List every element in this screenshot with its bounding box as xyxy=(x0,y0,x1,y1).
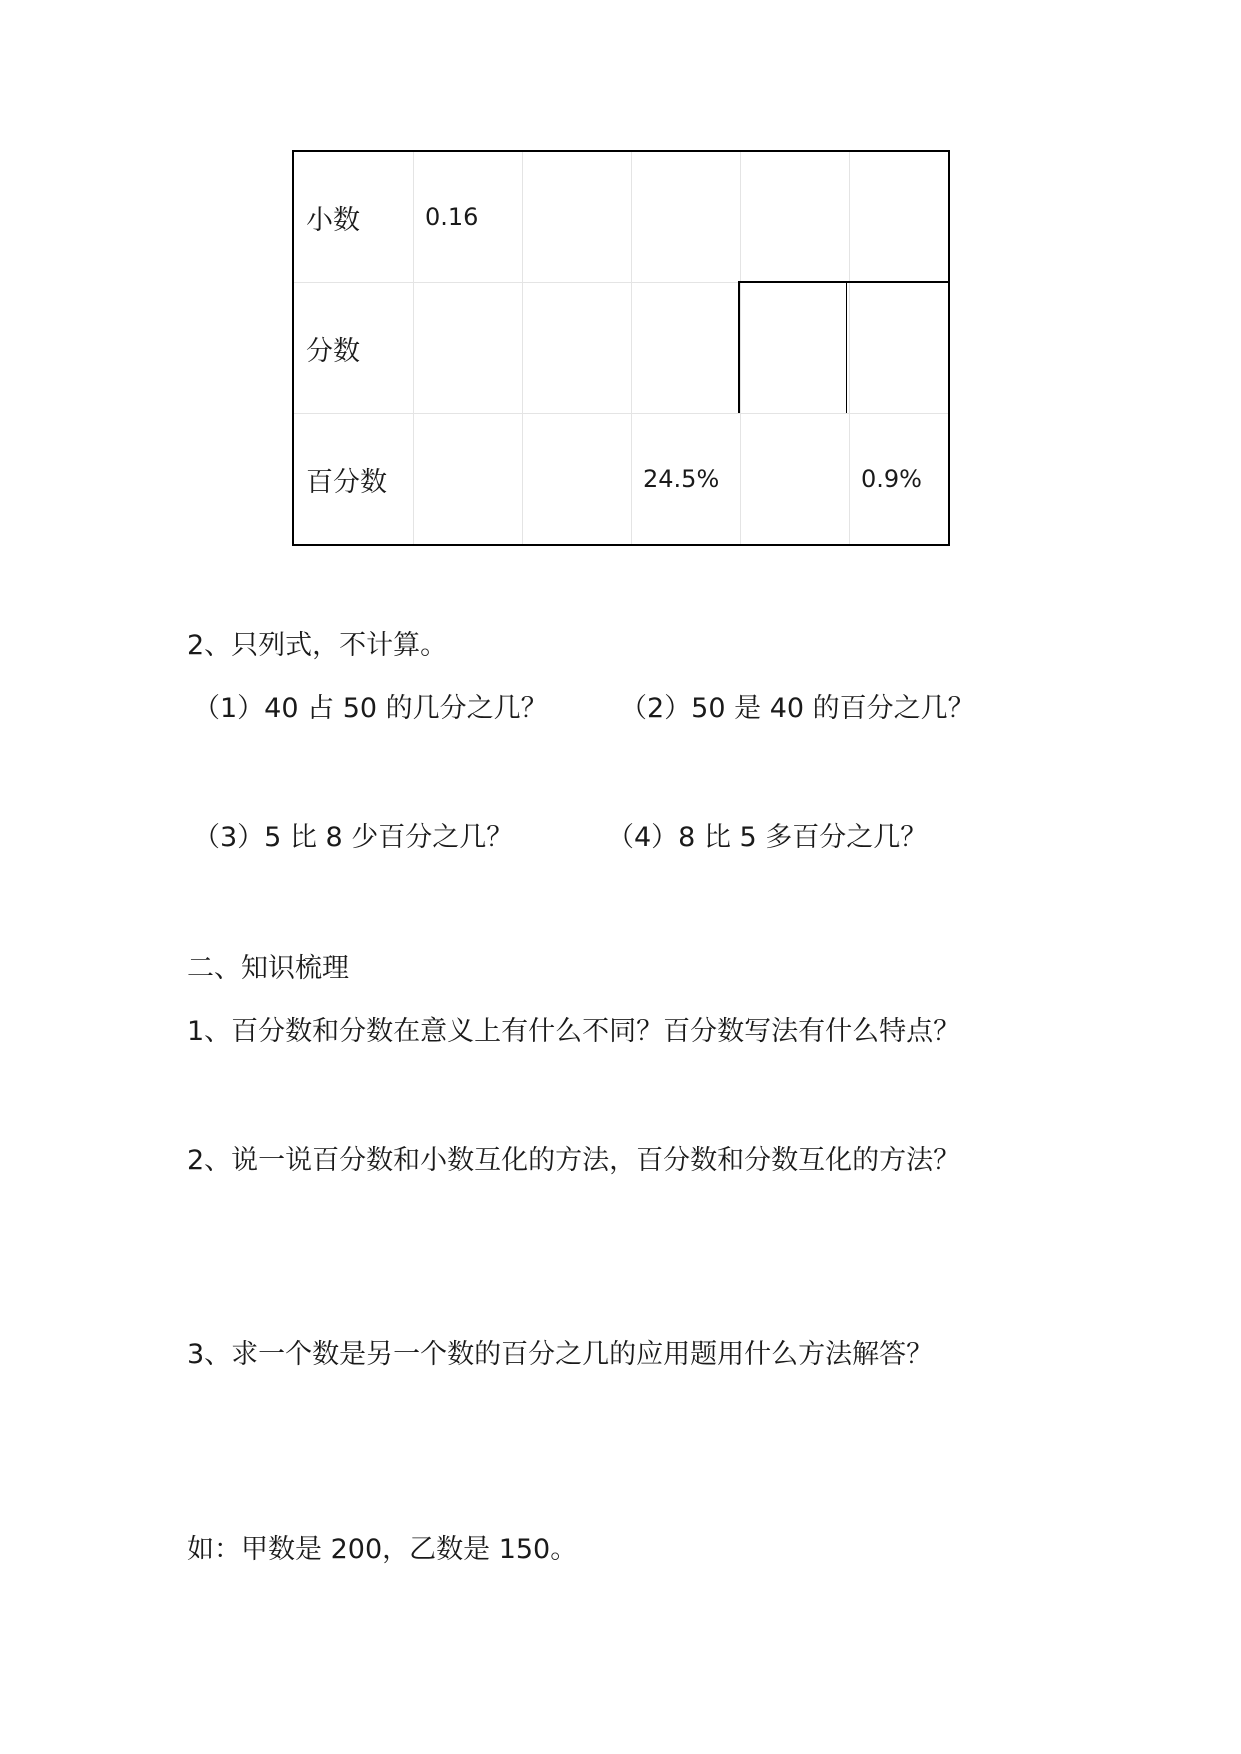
knowledge-item-2: 2、说一说百分数和小数互化的方法，百分数和分数互化的方法？ xyxy=(187,1145,961,1176)
table-row-percent xyxy=(293,414,949,546)
conversion-table xyxy=(292,150,950,546)
table-border-mark xyxy=(738,281,948,283)
table-cell[interactable] xyxy=(741,151,850,283)
table-cell[interactable] xyxy=(741,283,850,414)
table-border-mark xyxy=(846,281,847,413)
question-2: （2）50 是 40 的百分之几？ xyxy=(620,693,975,724)
table-cell[interactable]: 0.9% xyxy=(850,414,950,546)
table-cell[interactable] xyxy=(523,151,632,283)
table-cell[interactable]: 24.5% xyxy=(632,414,741,546)
table-cell[interactable] xyxy=(523,283,632,414)
section-heading: 2、只列式，不计算。 xyxy=(187,630,448,661)
table-border-mark xyxy=(738,281,740,413)
table-cell[interactable] xyxy=(850,283,950,414)
table-cell[interactable] xyxy=(414,283,523,414)
table-cell[interactable] xyxy=(850,151,950,283)
row-label-decimal: 小数 xyxy=(293,151,414,283)
example-text: 如：甲数是 200，乙数是 150。 xyxy=(187,1534,578,1565)
row-label-percent: 百分数 xyxy=(293,414,414,546)
table-row-decimal xyxy=(293,151,949,283)
row-label-fraction: 分数 xyxy=(293,283,414,414)
section-heading-knowledge: 二、知识梳理 xyxy=(187,953,349,984)
question-1: （1）40 占 50 的几分之几？ xyxy=(193,693,548,724)
table-cell[interactable]: 0.16 xyxy=(414,151,523,283)
table-cell[interactable] xyxy=(632,283,741,414)
knowledge-item-3: 3、求一个数是另一个数的百分之几的应用题用什么方法解答？ xyxy=(187,1339,934,1370)
table-cell[interactable] xyxy=(741,414,850,546)
question-4: （4）8 比 5 多百分之几？ xyxy=(607,822,928,853)
table-cell[interactable] xyxy=(632,151,741,283)
question-3: （3）5 比 8 少百分之几？ xyxy=(193,822,514,853)
table-row-fraction xyxy=(293,283,949,414)
table-cell[interactable] xyxy=(523,414,632,546)
knowledge-item-1: 1、百分数和分数在意义上有什么不同？百分数写法有什么特点？ xyxy=(187,1016,961,1047)
table-cell[interactable] xyxy=(414,414,523,546)
